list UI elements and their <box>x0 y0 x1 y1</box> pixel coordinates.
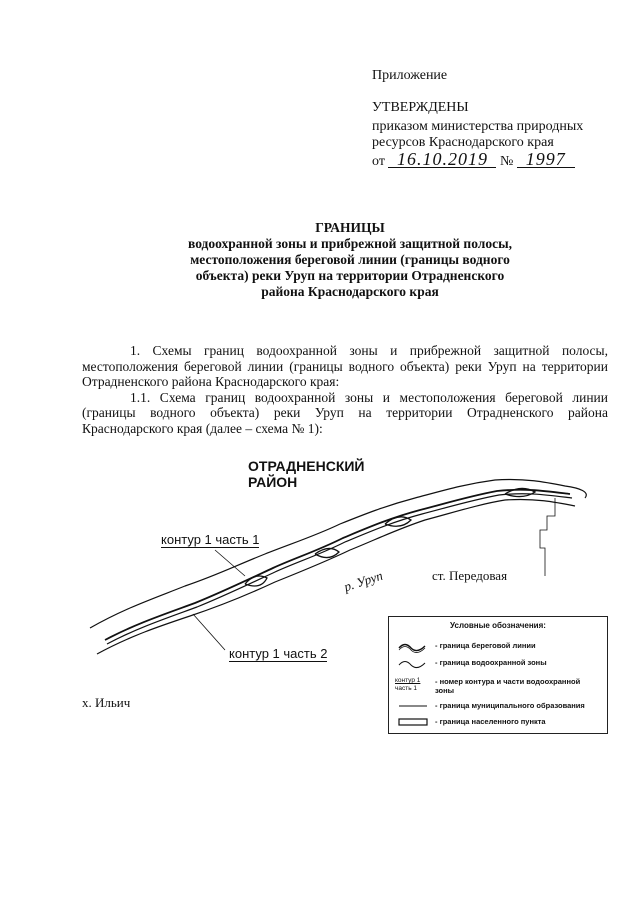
order-line-2: ресурсов Краснодарского края <box>372 135 554 150</box>
river-label: р. Уруп <box>342 567 385 595</box>
shoreline-symbol-icon <box>395 639 431 653</box>
order-line-1: приказом министерства природных <box>372 119 584 134</box>
district-name-line-2: РАЙОН <box>248 474 298 490</box>
number-prefix: № <box>499 154 514 169</box>
legend-item-label: - граница населенного пункта <box>435 717 546 726</box>
order-date: 16.10.2019 <box>388 151 496 168</box>
title-line-3: местоположения береговой линии (границы водного <box>190 252 510 267</box>
callout-line-2 <box>193 614 225 650</box>
title-line-4: объекта) реки Уруп на территории Отрадненского <box>195 268 505 283</box>
callout-line-1 <box>215 550 245 576</box>
station-label: ст. Передовая <box>432 568 508 583</box>
legend-item-municipal <box>393 699 603 715</box>
body-text <box>82 343 608 436</box>
settlement-boundary-symbol-icon <box>395 715 431 729</box>
contour-1-part-2-label: контур 1 часть 2 <box>229 646 328 661</box>
legend-title: Условные обозначения: <box>450 621 546 630</box>
legend-item-label: - граница водоохранной зоны <box>435 658 547 667</box>
municipal-boundary <box>540 498 555 576</box>
legend-item-settlement <box>393 715 603 731</box>
water-zone-symbol-icon <box>395 656 431 670</box>
village-label: х. Ильич <box>82 695 131 710</box>
title-line-1: ГРАНИЦЫ <box>315 220 385 235</box>
paragraph-1-1: 1.1. Схема границ водоохранной зоны и местоположения береговой линии (границы водного объекта) реки Уруп на территории Отрадненского района Краснодарского края (далее – схема № 1): <box>82 389 608 436</box>
contour-symbol <box>395 677 431 691</box>
contour-1-part-1-label: контур 1 часть 1 <box>161 532 260 547</box>
document-title <box>90 220 610 300</box>
title-line-5: района Краснодарского края <box>261 284 439 299</box>
contour-symbol-line-1: контур 1 <box>395 677 421 684</box>
order-number: 1997 <box>517 151 575 168</box>
legend-item-shoreline <box>393 639 603 655</box>
title-line-2: водоохранной зоны и прибрежной защитной полосы, <box>188 236 512 251</box>
date-prefix: от <box>372 154 385 169</box>
legend-item-label: - номер контура и части водоохранной зоны <box>435 677 581 695</box>
paragraph-1: 1. Схемы границ водоохранной зоны и прибрежной защитной полосы, местоположения береговой линии (границы водного объекта) реки Уруп на территории Отрадненского района Краснодарского края: <box>82 343 608 389</box>
appendix-label: Приложение <box>372 68 448 83</box>
district-name <box>248 458 365 490</box>
water-protection-zone-upper <box>90 479 586 628</box>
contour-symbol-line-2: часть 1 <box>395 685 418 692</box>
order-date-line <box>372 151 575 170</box>
legend-item-contour <box>393 675 603 699</box>
municipal-boundary-symbol-icon <box>395 699 431 713</box>
map-legend <box>388 616 608 734</box>
approved-label: УТВЕРЖДЕНЫ <box>372 100 469 115</box>
district-name-line-1: ОТРАДНЕНСКИЙ <box>248 458 365 474</box>
legend-item-water-zone <box>393 656 603 672</box>
legend-item-label: - граница береговой линии <box>435 641 536 650</box>
legend-item-label: - граница муниципального образования <box>435 701 585 710</box>
